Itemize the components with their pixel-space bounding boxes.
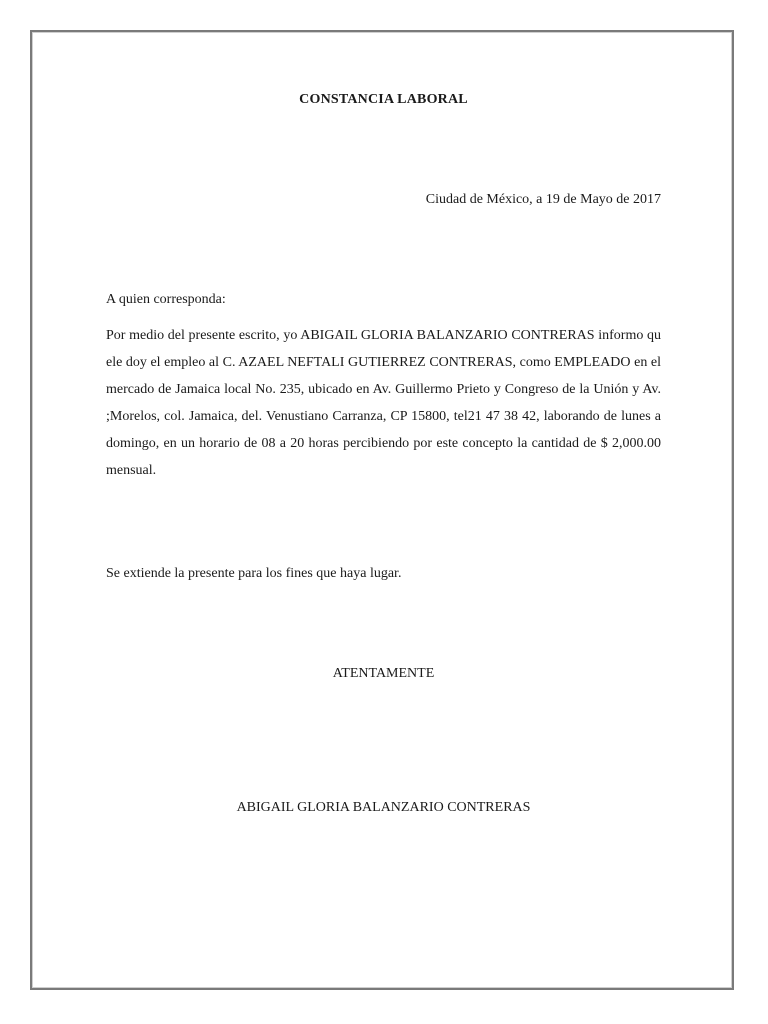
- signer-name: ABIGAIL GLORIA BALANZARIO CONTRERAS: [236, 800, 531, 815]
- salutation: A quien corresponda:: [106, 292, 226, 307]
- page-border: [30, 30, 734, 990]
- document-title: CONSTANCIA LABORAL: [299, 92, 468, 107]
- date-line: Ciudad de México, a 19 de Mayo de 2017: [425, 192, 661, 207]
- regards-line: ATENTAMENTE: [332, 666, 435, 681]
- closing-line: Se extiende la presente para los fines que haya lugar.: [106, 566, 402, 581]
- body-paragraph: Por medio del presente escrito, yo ABIGAIL GLORIA BALANZARIO CONTRERAS informo qu ele doy el empleo al C. AZAEL NEFTALI GUTIERREZ CONTRERAS, como EMPLEADO en el mercado de Jamaica local No. 235, ubicado en Av. Guillermo Prieto y Congreso de la Unión y Av. ;Morelos, col. Jamaica, del. Venustiano Carranza, CP 15800, tel21 47 38 42, laborando de lunes a domingo, en un horario de 08 a 20 horas percibiendo por este concepto la cantidad de $ 2,000.00 mensual.: [106, 328, 661, 478]
